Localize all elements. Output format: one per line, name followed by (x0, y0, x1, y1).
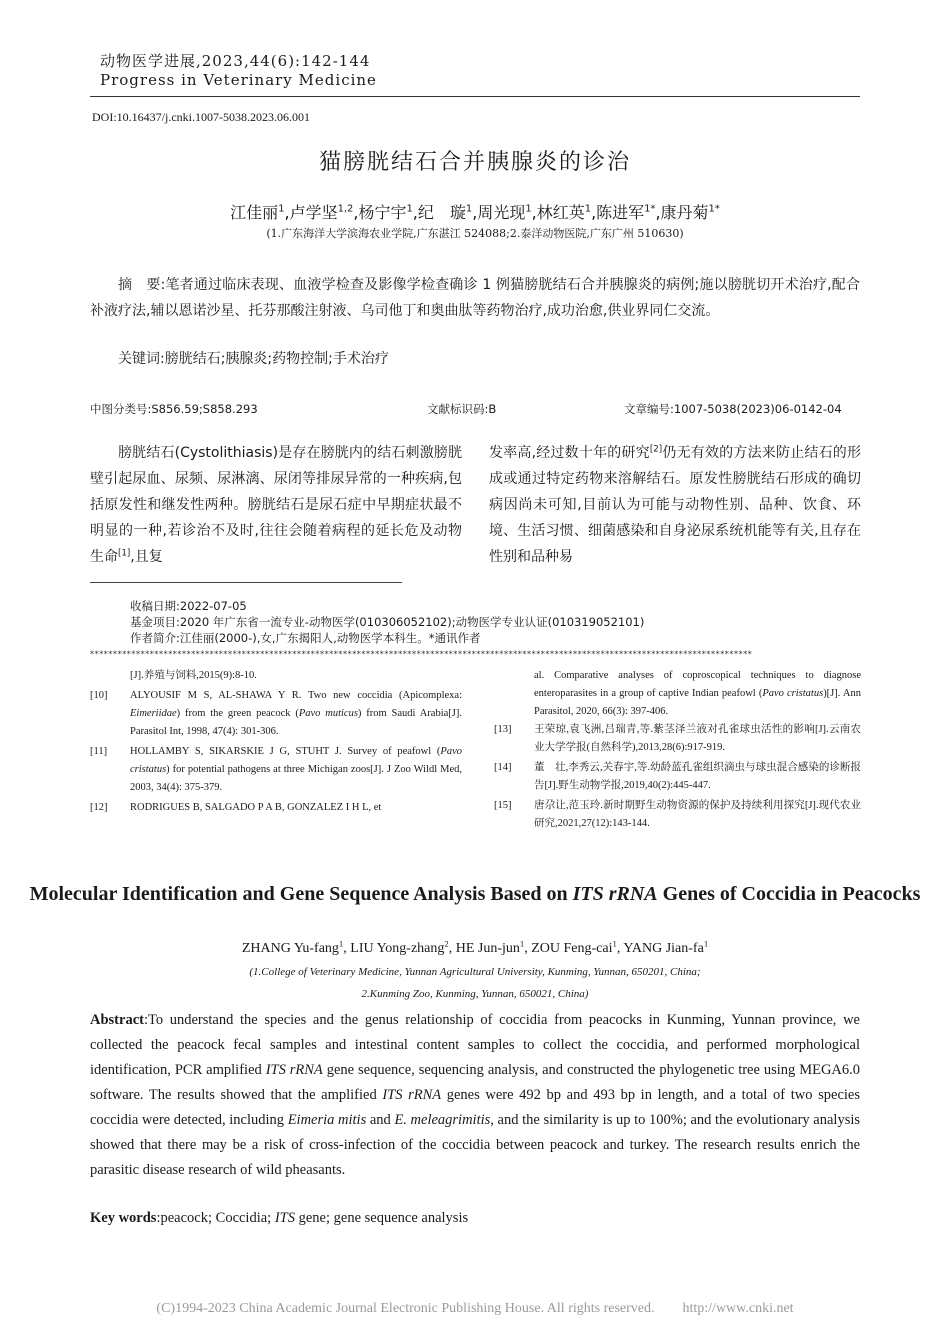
doi[interactable]: DOI:10.16437/j.cnki.1007-5038.2023.06.001 (92, 110, 310, 124)
author-affiliation-mark: 1 (519, 938, 525, 949)
author-name: 江佳丽 (230, 203, 279, 222)
author-affiliation: (1.广东海洋大学滨海农业学院,广东湛江 524088;2.泰洋动物医院,广东广州 510630) (266, 227, 684, 240)
reference-item: [J].养殖与饲料,2015(9):8-10. (130, 670, 257, 681)
english-keywords-label: Key words (90, 1210, 157, 1226)
english-title: Molecular Identification and Gene Sequence Analysis Based on ITS rRNA Genes of Coccidia in Peacocks (29, 883, 921, 905)
body-column-right (489, 440, 861, 570)
author-affiliation-mark: 1 (584, 203, 592, 215)
keywords-label: 关键词: (118, 351, 165, 367)
author-name: YANG Jian-fa (623, 941, 704, 956)
reference-item: [12] RODRIGUES B, SALGADO P A B, GONZALEZ I H L, et (90, 802, 382, 813)
author-name: ZOU Feng-cai (531, 941, 613, 956)
author-name: ZHANG Yu-fang (241, 941, 339, 956)
document-code: 文献标识码:B (427, 402, 497, 416)
body-text: 膀胱结石(Cystolithiasis)是存在膀胱内的结石刺激膀胱壁引起尿血、尿频、尿淋漓、尿闭等排尿异常的一种疾病,包括原发性和继发性两种。膀胱结石是尿石症中早期症状最不明显的一种,若诊治不及时,往往会随着病程的延长危及动物生命 (90, 445, 462, 565)
citation-ref[interactable]: [1] (118, 548, 131, 559)
body-column-left (90, 440, 462, 570)
author-affiliation-mark: 1 (338, 938, 344, 949)
body-text: ,且复 (130, 549, 163, 565)
abstract-label: 摘 要: (118, 277, 166, 293)
english-abstract: Abstract:To understand the species and the genus relationship of coccidia from peacocks in Kunming, Yunnan province, we collected the peacock fecal samples and intestinal content samples to collect the coccidia, and performed morphological identification, PCR amplified ITS rRNA gene sequence, sequencing analysis, and constructed the phylogenetic tree using MEGA6.0 software. The results showed that the amplified ITS rRNA genes were 492 bp and 493 bp in length, and a total of two species coccidia were detected, including Eimeria mitis and E. meleagrimitis, and the similarity is up to 100%; and the evolutionary analysis showed that there may be a risk of cross-infection of the coccidia between peacock and turkey. The research results enrich the parasitic disease research of wild pheasants. (90, 1012, 861, 1178)
author-affiliation-mark: 1 (703, 938, 709, 949)
author-affiliation-mark: 1 (465, 203, 473, 215)
abstract (90, 272, 860, 324)
reference-item: [10] ALYOUSIF M S, AL-SHAWA Y R. Two new coccidia (Apicomplexa: Eimeriidae) from the green peacock (Pavo muticus) from Saudi Arabia[J]. Parasitol Int, 1998, 47(4): 301-306. (90, 690, 462, 737)
author-name: 纪 璇 (417, 203, 466, 222)
article-title: 猫膀胱结石合并胰腺炎的诊治 (318, 150, 631, 175)
author-affiliation-mark: 1* (708, 203, 720, 215)
author-name: 周光现 (477, 203, 526, 222)
author-affiliation-mark: 1,2 (337, 203, 354, 215)
english-affiliation-1: (1.College of Veterinary Medicine, Yunnan Agricultural University, Kunming, Yunnan, 650201, China; (249, 966, 701, 978)
reference-continuation: al. Comparative analyses of coproscopical techniques to diagnose enteroparasites in a group of captive Indian peafowl (Pavo cristatus)[J]. Ann Parasitol, 2020, 66(3): 397-406. (534, 670, 861, 717)
reference-item: [15] 唐尕让,范玉玲.新时期野生动物资源的保护及持续利用探究[J].现代农业研究,2021,27(12):143-144. (494, 800, 861, 829)
reference-item: [13] 王荣琼,袁飞洲,吕瑞青,等.紫茎泽兰液对孔雀球虫活性的影响[J].云南农业大学学报(自然科学),2013,28(6):917-919. (494, 724, 861, 753)
english-keywords: Key words:peacock; Coccidia; ITS gene; gene sequence analysis (90, 1210, 469, 1226)
author-affiliation-mark: 1 (525, 203, 532, 215)
star-separator: ************************************************************************************************************************************************ (90, 650, 753, 659)
classification-number: 中图分类号:S856.59;S858.293 (90, 402, 258, 416)
author-affiliation-mark: 1 (406, 203, 413, 215)
author-affiliation-mark: 1 (278, 203, 285, 215)
author-name: 康丹菊 (660, 203, 709, 222)
journal-name-en: Progress in Veterinary Medicine (100, 71, 377, 89)
author-affiliation-mark: 2 (444, 938, 449, 949)
footnote-divider (90, 582, 402, 583)
english-author-list: ZHANG Yu-fang$^1$, LIU Yong-zhang$^2$, HE Jun-jun$^1$, ZOU Feng-cai$^1$, YANG Jian-$fa^1$ (241, 938, 709, 956)
references-right (494, 667, 861, 835)
author-affiliation-mark: 1* (644, 203, 656, 215)
reference-item: [14] 董 壮,李秀云,关春宇,等.幼龄蓝孔雀组织滴虫与球虫混合感染的诊断报告[J].野生动物学报,2019,40(2):445-447. (494, 762, 861, 791)
author-name: HE Jun-jun (455, 941, 520, 956)
abstract-text: 笔者通过临床表现、血液学检查及影像学检查确诊 1 例猫膀胱结石合并胰腺炎的病例;施以膀胱切开术治疗,配合补液疗法,辅以恩诺沙星、托芬那酸注射液、乌司他丁和奥曲肽等药物治疗,成功治愈,供业界同仁交流。 (90, 277, 860, 319)
author-name: 卢学坚 (289, 203, 338, 222)
author-name: LIU Yong-zhang (350, 941, 445, 956)
body-text: 仍无有效的方法来防止结石的形成或通过特定药物来溶解结石。原发性膀胱结石形成的确切病因尚未可知,目前认为可能与动物性别、品种、饮食、环境、生活习惯、细菌感染和自身泌尿系统机能等有关,且存在性别和品种易 (489, 445, 861, 565)
author-name: 陈进军 (596, 203, 645, 222)
footnote-author-bio: 作者简介:江佳丽(2000-),女,广东揭阳人,动物医学本科生。*通讯作者 (130, 631, 481, 645)
author-affiliation-mark: 1 (612, 938, 617, 949)
footnote-funding: 基金项目:2020 年广东省一流专业-动物医学(010306052102);动物医学专业认证(010319052101) (130, 615, 645, 629)
keywords (118, 348, 389, 368)
english-abstract-label: Abstract (90, 1012, 144, 1028)
citation-ref[interactable]: [2] (649, 444, 663, 455)
footnote-received: 收稿日期:2022-07-05 (130, 599, 247, 613)
reference-item: [11] HOLLAMBY S, SIKARSKIE J G, STUHT J. Survey of peafowl (Pavo cristatus) for potential pathogens at three Michigan zoos[J]. J Zoo Wildl Med, 2003, 34(4): 375-379. (90, 746, 462, 793)
references-left (90, 667, 462, 819)
article-number: 文章编号:1007-5038(2023)06-0142-04 (624, 402, 842, 416)
body-text: 发率高,经过数十年的研究 (489, 445, 650, 461)
author-name: 林红英 (536, 203, 585, 222)
keywords-text: 膀胱结石;胰腺炎;药物控制;手术治疗 (164, 351, 389, 367)
journal-citation: 动物医学进展,2023,44(6):142-144 (100, 52, 371, 70)
header-divider (90, 96, 860, 97)
copyright-footer: (C)1994-2023 China Academic Journal Electronic Publishing House. All rights reserved. http://www.cnki.net (156, 1301, 794, 1316)
english-affiliation-2: 2.Kunming Zoo, Kunming, Yunnan, 650021, China) (361, 988, 589, 1000)
author-name: 杨宁宇 (358, 203, 407, 222)
author-list: 江佳丽$^1$,卢学坚$^{1,2}$,杨宁宇$^1$,纪 璇$^1$,周光现$^1$,林红英$^1$,陈进军$^{1*}$,康丹菊$^{1*}$ (230, 203, 720, 222)
